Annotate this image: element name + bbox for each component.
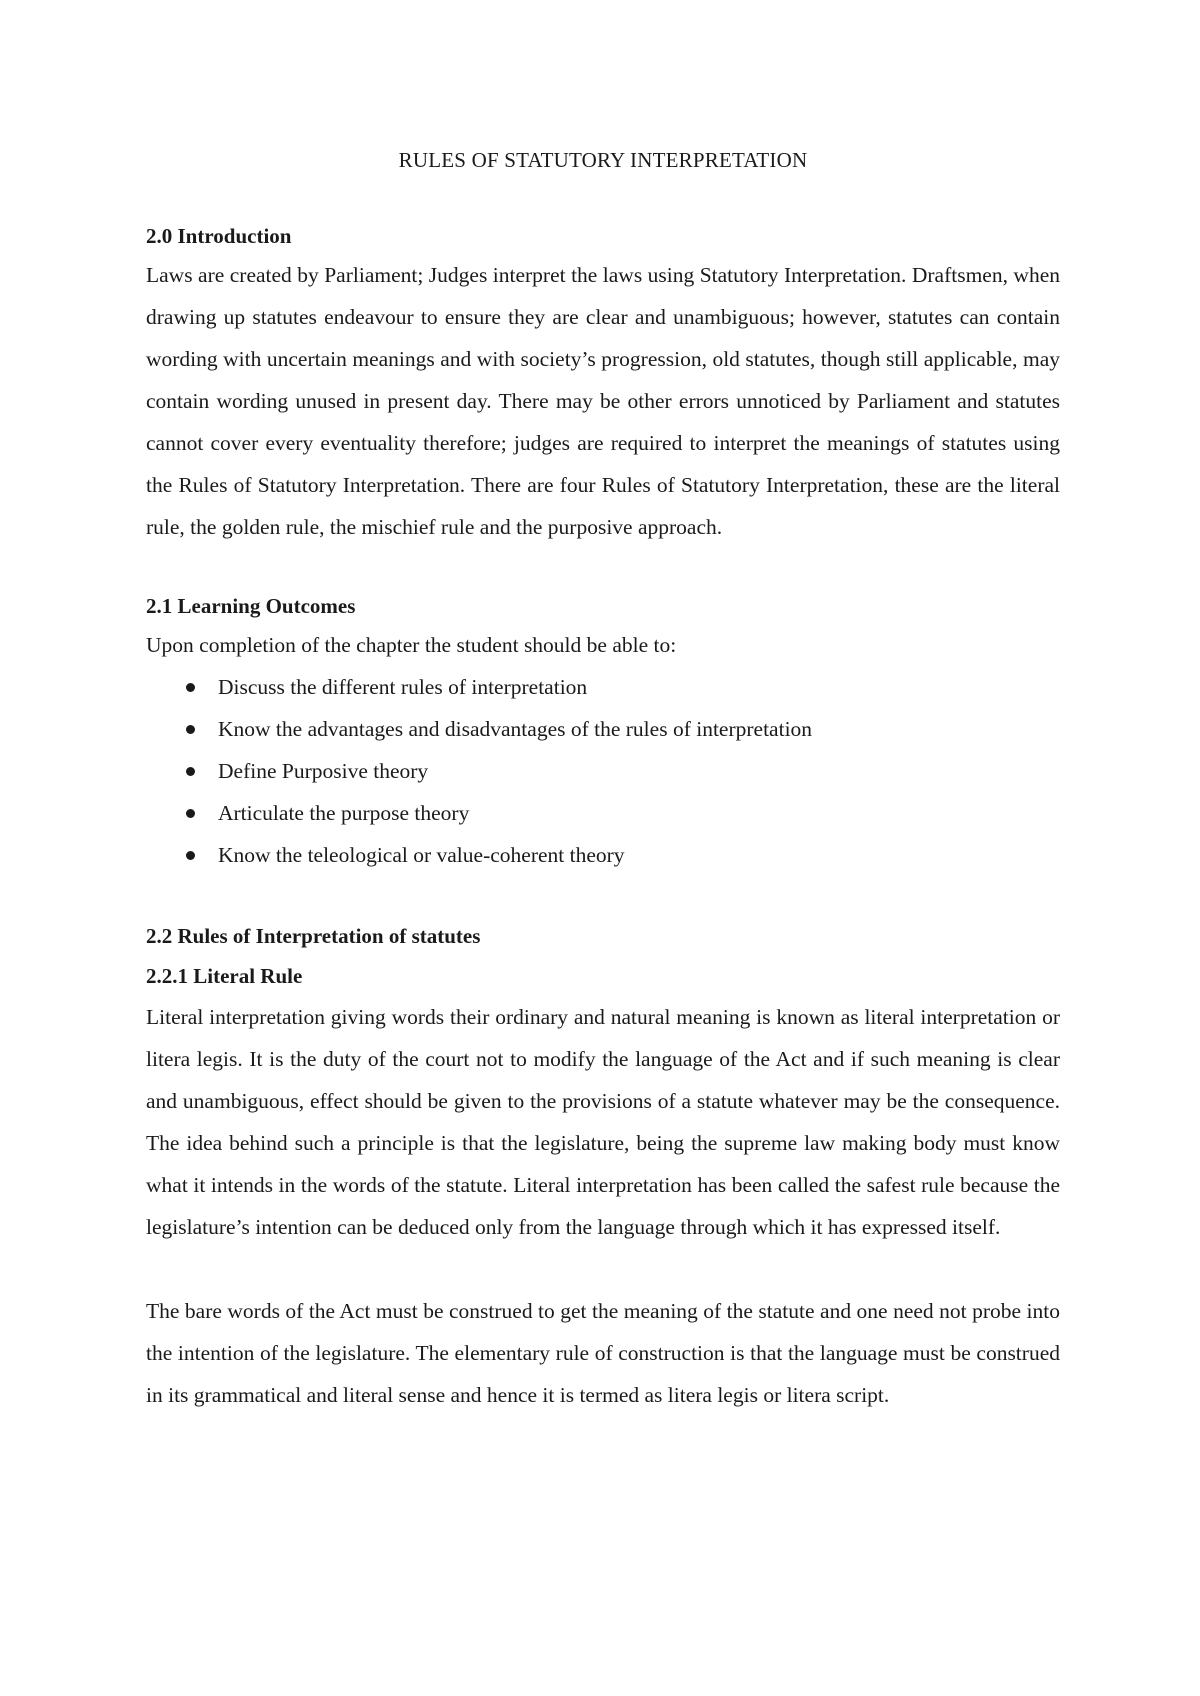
list-item [146, 792, 1060, 834]
bullet-icon [186, 725, 195, 734]
list-item-text: Discuss the different rules of interpretation [218, 675, 588, 699]
spacer [146, 178, 1060, 218]
list-item-text: Know the advantages and disadvantages of the rules of interpretation [218, 717, 813, 741]
spacer [146, 876, 1060, 916]
list-item [146, 750, 1060, 792]
spacer [146, 1248, 1060, 1290]
learning-outcomes-lead: Upon completion of the chapter the student should be able to: [146, 633, 677, 657]
list-item [146, 708, 1060, 750]
section-heading-introduction: 2.0 Introduction [146, 224, 292, 248]
literal-rule-paragraph-2: The bare words of the Act must be construed to get the meaning of the statute and one need not probe into the intention of the legislature. The elementary rule of construction is that the language must be construed in its grammatical and literal sense and hence it is termed as litera legis or litera script. [146, 1299, 1060, 1407]
section-heading-rules-of-interpretation: 2.2 Rules of Interpretation of statutes [146, 924, 481, 948]
document-title: RULES OF STATUTORY INTERPRETATION [398, 148, 808, 172]
introduction-paragraph: Laws are created by Parliament; Judges interpret the laws using Statutory Interpretation. Draftsmen, when drawing up statutes endeavour to ensure they are clear and unambiguous; however, statutes can contain wording with uncertain meanings and with society’s progression, old statutes, though still applicable, may contain wording unused in present day. There may be other errors unnoticed by Parliament and statutes cannot cover every eventuality therefore; judges are required to interpret the meanings of statutes using the Rules of Statutory Interpretation. There are four Rules of Statutory Interpretation, these are the literal rule, the golden rule, the mischief rule and the purposive approach. [146, 263, 1060, 539]
document-body [146, 142, 1060, 1416]
spacer [146, 548, 1060, 588]
bullet-icon [186, 683, 195, 692]
subsection-heading-literal-rule: 2.2.1 Literal Rule [146, 964, 303, 988]
bullet-icon [186, 851, 195, 860]
list-item-text: Articulate the purpose theory [218, 801, 470, 825]
list-item [146, 666, 1060, 708]
list-item [146, 834, 1060, 876]
learning-outcomes-list [146, 666, 1060, 876]
bullet-icon [186, 809, 195, 818]
list-item-text: Define Purposive theory [218, 759, 429, 783]
literal-rule-paragraph-1: Literal interpretation giving words their ordinary and natural meaning is known as literal interpretation or litera legis. It is the duty of the court not to modify the language of the Act and if such meaning is clear and unambiguous, effect should be given to the provisions of a statute whatever may be the consequence. The idea behind such a principle is that the legislature, being the supreme law making body must know what it intends in the words of the statute. Literal interpretation has been called the safest rule because the legislature’s intention can be deduced only from the language through which it has expressed itself. [146, 1005, 1060, 1239]
bullet-icon [186, 767, 195, 776]
section-heading-learning-outcomes: 2.1 Learning Outcomes [146, 594, 356, 618]
list-item-text: Know the teleological or value-coherent theory [218, 843, 625, 867]
